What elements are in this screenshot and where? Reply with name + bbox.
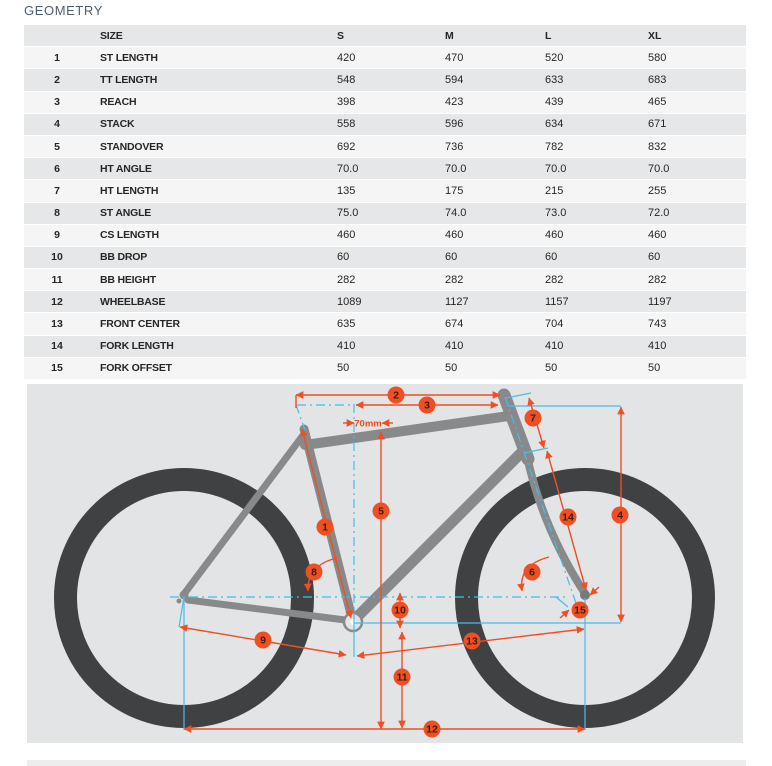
annotation-70mm: 70mm <box>354 418 382 430</box>
row-number: 6 <box>54 162 60 175</box>
table-row <box>24 180 746 201</box>
row-label: FORK LENGTH <box>100 340 174 353</box>
table-row <box>24 114 746 135</box>
value-xl: 255 <box>648 184 667 197</box>
dim-marker-label-14: 14 <box>562 511 574 524</box>
value-xl: 743 <box>648 318 667 331</box>
row-number: 2 <box>54 73 60 86</box>
value-xl: 410 <box>648 340 667 353</box>
value-s: 135 <box>337 184 356 197</box>
value-s: 1089 <box>337 295 362 308</box>
value-s: 282 <box>337 273 356 286</box>
row-label: STANDOVER <box>100 140 164 153</box>
value-l: 50 <box>545 362 558 375</box>
row-number: 1 <box>54 51 60 64</box>
header-col-l: L <box>545 29 552 42</box>
value-l: 782 <box>545 140 564 153</box>
dim-marker-label-3: 3 <box>424 399 430 412</box>
value-l: 282 <box>545 273 564 286</box>
next-section-divider <box>27 760 746 766</box>
value-l: 633 <box>545 73 564 86</box>
value-s: 410 <box>337 340 356 353</box>
dim-marker-label-10: 10 <box>394 604 406 617</box>
dim-marker-label-4: 4 <box>617 509 623 522</box>
row-number: 13 <box>51 318 63 331</box>
value-xl: 832 <box>648 140 667 153</box>
value-l: 439 <box>545 96 564 109</box>
table-row <box>24 247 746 268</box>
table-row <box>24 269 746 290</box>
dim-marker-label-6: 6 <box>529 566 535 579</box>
row-label: STACK <box>100 118 135 131</box>
header-col-m: M <box>445 29 454 42</box>
value-m: 50 <box>445 362 458 375</box>
table-row <box>24 336 746 357</box>
value-l: 410 <box>545 340 564 353</box>
value-l: 70.0 <box>545 162 567 175</box>
value-s: 50 <box>337 362 350 375</box>
row-number: 8 <box>54 207 60 220</box>
value-m: 70.0 <box>445 162 467 175</box>
geometry-diagram <box>27 384 743 748</box>
value-m: 423 <box>445 96 464 109</box>
value-m: 175 <box>445 184 464 197</box>
row-label: TT LENGTH <box>100 73 158 86</box>
header-col-xl: XL <box>648 29 662 42</box>
dim-marker-label-1: 1 <box>322 521 328 534</box>
row-number: 11 <box>51 273 63 286</box>
row-label: ST ANGLE <box>100 207 152 220</box>
value-m: 594 <box>445 73 464 86</box>
row-label: HT LENGTH <box>100 184 159 197</box>
page-title: GEOMETRY <box>24 3 103 18</box>
dim-marker-label-7: 7 <box>530 412 536 425</box>
bottom-bracket-center <box>350 619 356 625</box>
value-l: 634 <box>545 118 564 131</box>
dim-marker-label-8: 8 <box>311 566 317 579</box>
table-header-row <box>24 25 746 46</box>
value-l: 73.0 <box>545 207 567 220</box>
table-row <box>24 203 746 224</box>
value-m: 736 <box>445 140 464 153</box>
dim-marker-label-11: 11 <box>396 671 408 684</box>
table-body <box>24 47 746 379</box>
row-number: 9 <box>54 229 60 242</box>
value-xl: 580 <box>648 51 667 64</box>
row-label: FRONT CENTER <box>100 318 180 331</box>
dim-marker-label-13: 13 <box>466 635 478 648</box>
value-s: 635 <box>337 318 356 331</box>
row-number: 7 <box>54 184 60 197</box>
table-row <box>24 136 746 157</box>
value-m: 74.0 <box>445 207 467 220</box>
derailleur-hanger <box>177 599 182 604</box>
value-m: 596 <box>445 118 464 131</box>
table-row <box>24 92 746 113</box>
value-s: 420 <box>337 51 356 64</box>
value-xl: 50 <box>648 362 661 375</box>
table-row <box>24 158 746 179</box>
row-label: BB HEIGHT <box>100 273 156 286</box>
value-m: 410 <box>445 340 464 353</box>
value-m: 674 <box>445 318 464 331</box>
header-col-s: S <box>337 29 345 42</box>
value-xl: 671 <box>648 118 667 131</box>
value-xl: 72.0 <box>648 207 670 220</box>
value-xl: 70.0 <box>648 162 670 175</box>
dim-marker-label-9: 9 <box>260 634 266 647</box>
value-xl: 282 <box>648 273 667 286</box>
row-label: ST LENGTH <box>100 51 158 64</box>
value-s: 70.0 <box>337 162 359 175</box>
value-s: 75.0 <box>337 207 359 220</box>
table-row <box>24 69 746 90</box>
value-xl: 683 <box>648 73 667 86</box>
value-l: 1157 <box>545 295 569 308</box>
table-row <box>24 291 746 312</box>
value-l: 704 <box>545 318 564 331</box>
value-s: 60 <box>337 251 350 264</box>
table-row <box>24 358 746 379</box>
table-row <box>24 225 746 246</box>
row-number: 5 <box>54 140 60 153</box>
row-label: REACH <box>100 96 137 109</box>
value-l: 520 <box>545 51 564 64</box>
row-label: BB DROP <box>100 251 148 264</box>
dim-marker-label-12: 12 <box>426 723 438 736</box>
value-xl: 1197 <box>648 295 672 308</box>
header-size-label: SIZE <box>100 29 123 42</box>
value-xl: 460 <box>648 229 667 242</box>
row-label: WHEELBASE <box>100 295 166 308</box>
value-xl: 60 <box>648 251 661 264</box>
value-s: 548 <box>337 73 356 86</box>
dim-marker-label-2: 2 <box>393 389 399 402</box>
value-l: 60 <box>545 251 558 264</box>
row-number: 4 <box>54 118 60 131</box>
row-number: 14 <box>51 340 63 353</box>
value-s: 692 <box>337 140 356 153</box>
geometry-table <box>24 25 746 380</box>
table-row <box>24 47 746 68</box>
value-s: 460 <box>337 229 356 242</box>
row-number: 12 <box>51 295 63 308</box>
dim-marker-label-15: 15 <box>574 604 586 617</box>
value-m: 470 <box>445 51 464 64</box>
value-l: 215 <box>545 184 564 197</box>
row-number: 3 <box>54 96 60 109</box>
row-label: CS LENGTH <box>100 229 159 242</box>
value-s: 398 <box>337 96 356 109</box>
value-m: 60 <box>445 251 458 264</box>
value-m: 460 <box>445 229 464 242</box>
row-number: 10 <box>51 251 63 264</box>
row-number: 15 <box>51 362 63 375</box>
value-s: 558 <box>337 118 356 131</box>
table-row <box>24 313 746 334</box>
value-xl: 465 <box>648 96 667 109</box>
dim-marker-label-5: 5 <box>378 505 384 518</box>
value-m: 282 <box>445 273 464 286</box>
value-l: 460 <box>545 229 564 242</box>
value-m: 1127 <box>445 295 469 308</box>
row-label: FORK OFFSET <box>100 362 172 375</box>
row-label: HT ANGLE <box>100 162 152 175</box>
